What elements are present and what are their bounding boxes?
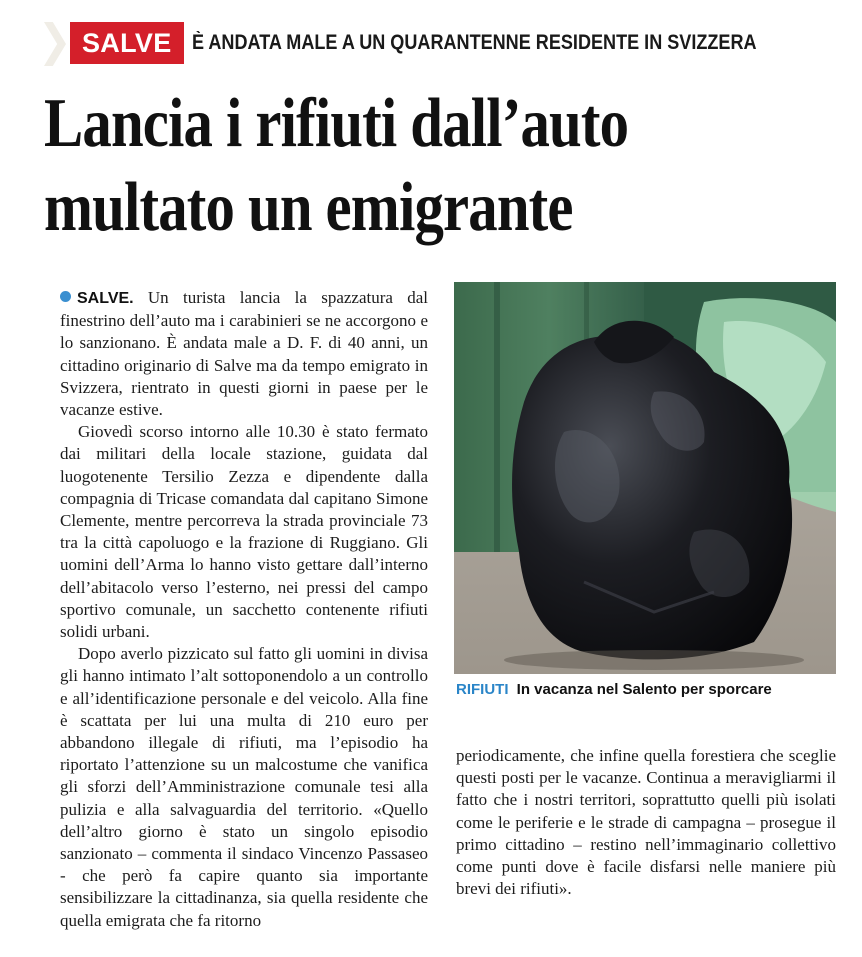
garbage-bag-photo <box>454 282 836 674</box>
lead-paragraph <box>60 287 428 421</box>
photo-caption <box>456 680 846 700</box>
headline-line-2: multato un emigrante <box>44 169 573 246</box>
headline <box>44 82 716 250</box>
kicker: È ANDATA MALE A UN QUARANTENNE RESIDENTE IN SVIZZERA <box>192 31 757 54</box>
article-body-left-column <box>60 287 428 932</box>
paragraph-text: Un turista lancia la spazzatura dal finestrino dell’auto ma i carabinieri se ne accorgono e lo sanzionano. È andata male a D. F. di 40 anni, un cittadino originario di Salve ma da tempo emigrato in Svizzera, rientrato in questi giorni in paese per le vacanze estive. <box>60 288 428 420</box>
body-paragraph-2: Giovedì scorso intorno alle 10.30 è stato fermato dai militari della locale stazione, guidata dal luogotenente Tersilio Zezza e dipendente dalla compagnia di Tricase comandata dal capitano Simone Clemente, mentre percorreva la strada provinciale 73 tra la città capoluogo e la frazione di Ruggiano. Gli uomini dell’Arma lo hanno visto gettare dall’interno dell’abitacolo verso l’esterno, nei pressi del campo sportivo comunale, un sacchetto contenente rifiuti solidi urbani. <box>60 422 428 642</box>
headline-line-1: Lancia i rifiuti dall’auto <box>44 85 629 162</box>
bullet-dot-icon <box>60 291 71 302</box>
lead-place: SALVE. <box>77 290 134 307</box>
body-paragraph-3: Dopo averlo pizzicato sul fatto gli uomini in divisa gli hanno intimato l’alt sottoponendolo a un controllo e all’identificazione personale e del veicolo. Alla fine è scattata per lui una multa di 210 euro per abbandono illegale di rifiuti, ma l’episodio ha riportato l’attenzione su un malcostume che vanifica gli sforzi dell’Amministrazione comunale tesi alla pulizia e alla salvaguardia del territorio. «Quello dell’altro giorno è stato un singolo episodio sanzionato – commenta il sindaco Vincenzo Passaseo - che però fa capire quanto sia importante sensibilizzare la cittadinanza, sia quella residente che quella emigrata che fa ritorno <box>60 644 428 930</box>
kicker-row <box>44 22 844 66</box>
body-paragraph-continued: periodicamente, che infine quella forestiera che sceglie questi posti per le vacanze. Continua a meravigliarmi il fatto che i nostri territori, soprattutto quelli più isolati come le periferie e le strade di campagna – prosegue il primo cittadino – restino nell’immaginario collettivo come punti dove è facile disfarsi nelle maniere più brevi dei rifiuti». <box>456 746 836 899</box>
chevron-icon <box>44 22 66 66</box>
caption-text: In vacanza nel Salento per sporcare <box>516 681 772 698</box>
article-body-right-column <box>456 745 836 900</box>
section-tag: SALVE <box>70 22 184 64</box>
caption-tag: RIFIUTI <box>456 681 509 698</box>
garbage-bag-illustration <box>454 282 836 674</box>
